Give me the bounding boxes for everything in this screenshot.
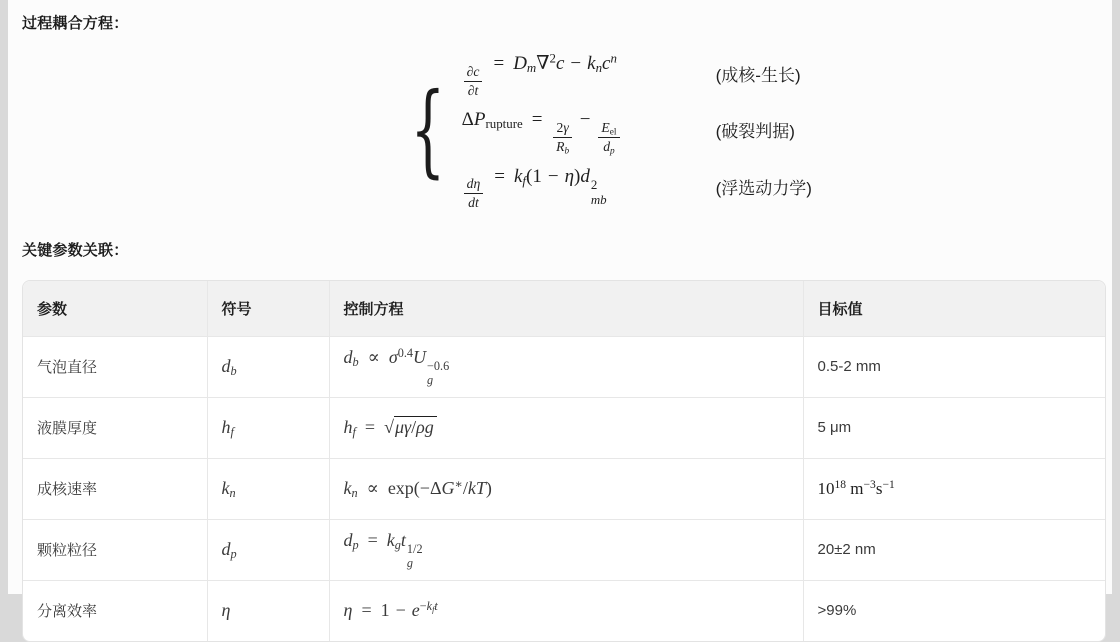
table-row-bubble-diameter — [23, 336, 1105, 397]
target-cell: $10^{18}$ $m^{-3}s^{-1}$ — [803, 458, 1105, 519]
header-param: 参数 — [23, 281, 207, 337]
param-cell: 气泡直径 — [23, 336, 207, 397]
symbol-cell: $k_n$ — [207, 458, 329, 519]
equation-cell: $k_n \propto \exp(-\Delta G^∗/kT)$ — [329, 458, 803, 519]
equation-annotation-3: (浮选动力学) — [715, 178, 812, 198]
param-cell: 颗粒粒径 — [23, 519, 207, 580]
equation-annotation-2: (破裂判据) — [715, 122, 795, 142]
content-card — [8, 0, 1112, 621]
target-cell: 5 μm — [803, 397, 1105, 458]
target-cell: >99% — [803, 580, 1105, 641]
header-equation: 控制方程 — [329, 281, 803, 337]
target-cell: 0.5-2 mm — [803, 336, 1105, 397]
section-heading-key-parameters: 关键参数关联： — [22, 241, 129, 259]
equation-cell: $\eta = 1 - e^{-k_ft}$ — [329, 580, 803, 641]
parameters-table-container — [22, 280, 1106, 642]
symbol-cell: η — [207, 580, 329, 641]
param-cell: 分离效率 — [23, 580, 207, 641]
symbol-cell: $h_f$ — [207, 397, 329, 458]
equation-cell: $d_b \propto \sigma^{0.4}U$ −0.6 g — [329, 336, 803, 397]
table-row-particle-size — [23, 519, 1105, 580]
table-header-row — [23, 281, 1105, 337]
table-row-separation-efficiency — [23, 580, 1105, 641]
section-heading-coupling-equations: 过程耦合方程： — [22, 15, 129, 32]
symbol-cell: $d_b$ — [207, 336, 329, 397]
parameters-table — [23, 281, 1105, 641]
param-cell: 液膜厚度 — [23, 397, 207, 458]
symbol-cell: $d_p$ — [207, 519, 329, 580]
table-row-film-thickness — [23, 397, 1105, 458]
equation-line-1: $\frac{\partial c}{\partial t}$ = $D_m\nabla^2c - k_nc^n$ — [462, 49, 712, 98]
equation-cell: $h_f = √\mu\gamma/\rho g$ — [329, 397, 803, 458]
target-cell: 20±2 nm — [803, 519, 1105, 580]
table-row-nucleation-rate — [23, 458, 1105, 519]
left-brace: { — [410, 70, 446, 188]
param-cell: 成核速率 — [23, 458, 207, 519]
equation-cell: $d_p = k_gt$ 1/2 g — [329, 519, 803, 580]
equation-line-3: $\frac{d\eta}{dt}$ = $k_f(1 - \eta)d$ 2 mb — [462, 162, 712, 211]
header-symbol: 符号 — [207, 281, 329, 337]
equation-annotation-1: (成核-生长) — [715, 66, 801, 86]
equation-rows — [462, 49, 812, 211]
equation-line-2: $\Delta P_{rupture}$ = $\frac{2\gamma}{R_b}$ − $E_{el}$ $d_p$ — [462, 105, 712, 154]
equation-system — [396, 49, 812, 211]
header-target: 目标值 — [803, 281, 1105, 337]
